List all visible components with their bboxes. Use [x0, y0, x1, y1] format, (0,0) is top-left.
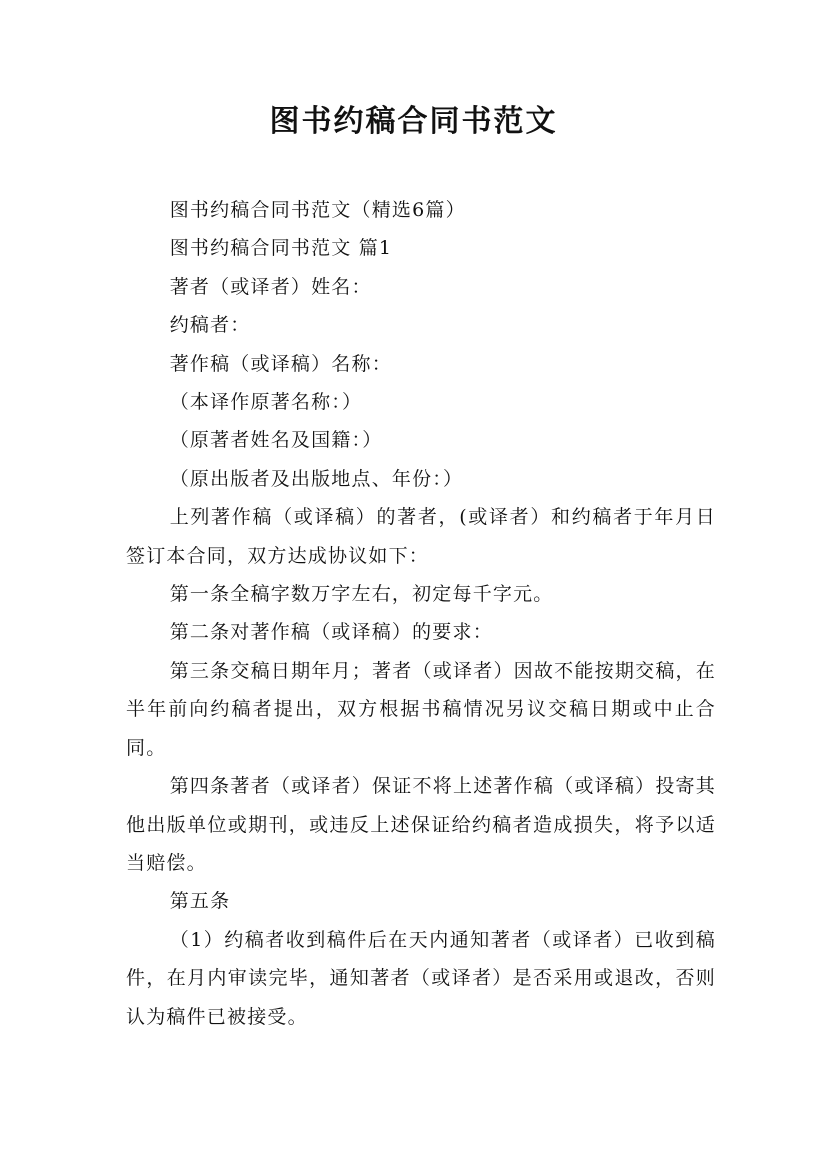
paragraph-article-5: 第五条	[169, 890, 231, 913]
paragraph-subtitle: 图书约稿合同书范文（精选6篇）	[169, 199, 466, 221]
paragraph-article-4: 第四条著者（或译者）保证不将上述著作稿（或译稿）投寄其他出版单位或期刊，或违反上述保证给约稿者造成损失，将予以适当赔偿。	[126, 775, 716, 874]
document-body	[126, 191, 716, 1036]
paragraph-article-5-item-1: （1）约稿者收到稿件后在天内通知著者（或译者）已收到稿件，在月内审读完毕，通知著者（或译者）是否采用或退改，否则认为稿件已被接受。	[126, 928, 716, 1028]
paragraph-article-1: 第一条全稿字数万字左右，初定每千字元。	[169, 583, 554, 606]
paragraph-author-name: 著者（或译者）姓名：	[169, 275, 372, 298]
paragraph-article-2: 第二条对著作稿（或译稿）的要求：	[169, 621, 493, 644]
paragraph-work-title: 著作稿（或译稿）名称：	[169, 352, 392, 375]
document-title: 图书约稿合同书范文	[269, 104, 558, 139]
paragraph-commissioner: 约稿者：	[169, 314, 251, 337]
paragraph-section-heading: 图书约稿合同书范文 篇1	[169, 237, 393, 260]
paragraph-original-author: （原著者姓名及国籍：）	[169, 429, 383, 452]
paragraph-original-title: （本译作原著名称：）	[169, 391, 363, 414]
paragraph-agreement-intro: 上列著作稿（或译稿）的著者，(或译者）和约稿者于年月日签订本合同，双方达成协议如下：	[126, 506, 716, 567]
paragraph-article-3: 第三条交稿日期年月；著者（或译者）因故不能按期交稿，在半年前向约稿者提出，双方根据书稿情况另议交稿日期或中止合同。	[126, 659, 716, 759]
paragraph-original-publisher: （原出版者及出版地点、年份：）	[169, 467, 464, 490]
